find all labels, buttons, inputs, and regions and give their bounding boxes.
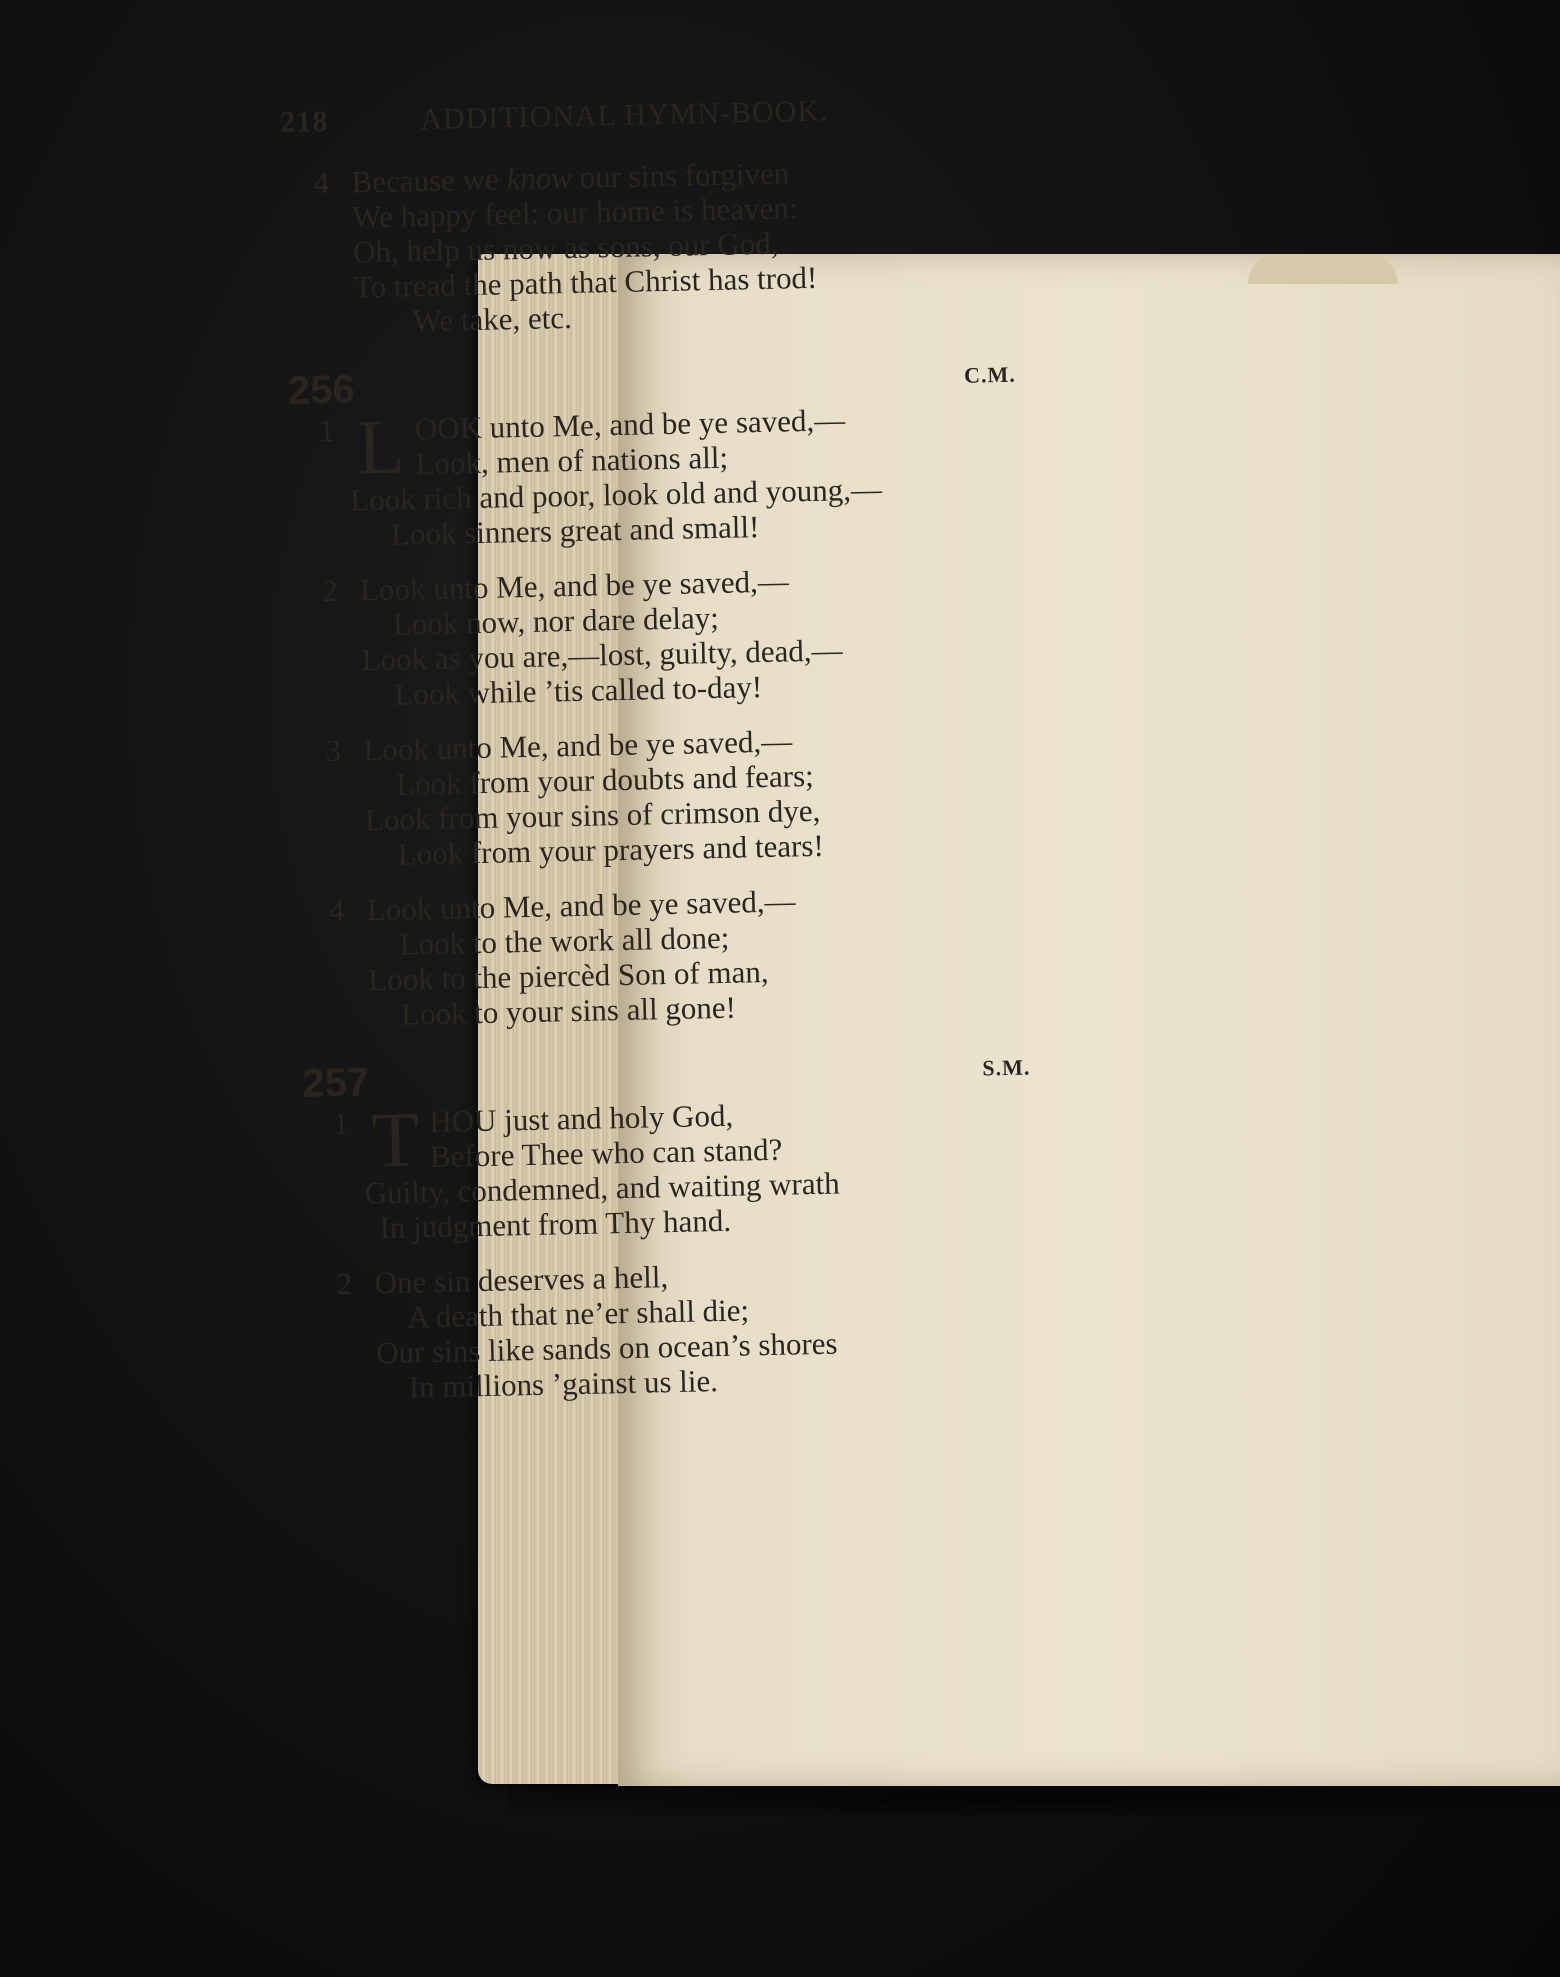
worn-page-tab bbox=[1248, 254, 1398, 284]
verse-line: Look from your doubts and fears; bbox=[395, 757, 815, 802]
verse-number: 2 bbox=[321, 572, 339, 609]
verse bbox=[297, 879, 1020, 1034]
page-number: 218 bbox=[280, 104, 329, 139]
verse-line: OOK unto Me, and be ye saved,— bbox=[414, 402, 846, 447]
drop-cap: T bbox=[370, 1095, 421, 1184]
page-header-title: ADDITIONAL HYMN-BOOK. bbox=[419, 94, 829, 137]
verse-line: Because we know our sins forgiven bbox=[351, 155, 790, 200]
verse-number: 1 bbox=[318, 412, 335, 449]
verse-line: We happy feel: our home is heaven: bbox=[351, 190, 798, 235]
verse-number: 4 bbox=[328, 892, 345, 929]
verse-line: Look now, nor dare delay; bbox=[392, 599, 720, 642]
verse-line: Look while ’tis called to-day! bbox=[393, 669, 763, 712]
carryover-verse bbox=[281, 151, 1005, 341]
verse-line: Look as you are,—lost, guilty, dead,— bbox=[361, 632, 843, 678]
verse-line: Look rich and poor, look old and young,— bbox=[349, 471, 883, 518]
verse bbox=[293, 719, 1016, 874]
verse bbox=[290, 559, 1013, 714]
verse-line: In judgment from Thy hand. bbox=[379, 1202, 732, 1246]
verse-line: Look from your sins of crimson dye, bbox=[364, 792, 821, 838]
verse-number: 1 bbox=[332, 1105, 350, 1142]
verse-line: Look from your prayers and tears! bbox=[397, 827, 825, 872]
verse-line: Guilty, condemned, and waiting wrath bbox=[364, 1165, 840, 1211]
verse-line: In millions ’gainst us lie. bbox=[408, 1363, 719, 1405]
hymn-number: 257 bbox=[302, 1060, 370, 1106]
verse-number: 4 bbox=[313, 164, 330, 201]
hymn-meter: C.M. bbox=[963, 361, 1017, 388]
verse-line: Look, men of nations all; bbox=[415, 439, 729, 482]
verse-line: One sin deserves a hell, bbox=[374, 1259, 669, 1301]
verse-line: Our sins like sands on ocean’s shores bbox=[375, 1325, 838, 1371]
verse-line: HOU just and holy God, bbox=[428, 1097, 734, 1140]
verse-line: Look to the work all done; bbox=[399, 919, 730, 962]
hymn bbox=[286, 354, 1020, 1034]
verse-line: Look sinners great and small! bbox=[390, 509, 760, 552]
verse-number: 2 bbox=[336, 1265, 353, 1302]
page-content bbox=[280, 91, 1031, 1427]
verse-line: Look unto Me, and be ye saved,— bbox=[363, 723, 793, 768]
verse-line: Look to your sins all gone! bbox=[400, 989, 737, 1032]
verse-line: Look unto Me, and be ye saved,— bbox=[359, 563, 790, 608]
verse bbox=[286, 399, 1009, 554]
verse-line: A death that ne’er shall die; bbox=[407, 1292, 750, 1335]
chorus-line: We take, etc. bbox=[412, 299, 573, 339]
verse-line: To tread the path that Christ has trod! bbox=[353, 259, 818, 305]
drop-cap: L bbox=[356, 402, 406, 491]
verse-line: Oh, help us now as sons, our God, bbox=[352, 225, 779, 270]
hymn bbox=[300, 1047, 1031, 1407]
verse-line: Before Thee who can stand? bbox=[429, 1131, 783, 1175]
verse bbox=[304, 1252, 1027, 1407]
verse-line: Look to the piercèd Son of man, bbox=[367, 953, 769, 998]
verse-number: 3 bbox=[325, 732, 342, 769]
hymn-number: 256 bbox=[287, 367, 356, 413]
hymn-meter: S.M. bbox=[982, 1054, 1031, 1081]
verse bbox=[301, 1092, 1024, 1247]
verse-line: Look unto Me, and be ye saved,— bbox=[366, 883, 796, 928]
